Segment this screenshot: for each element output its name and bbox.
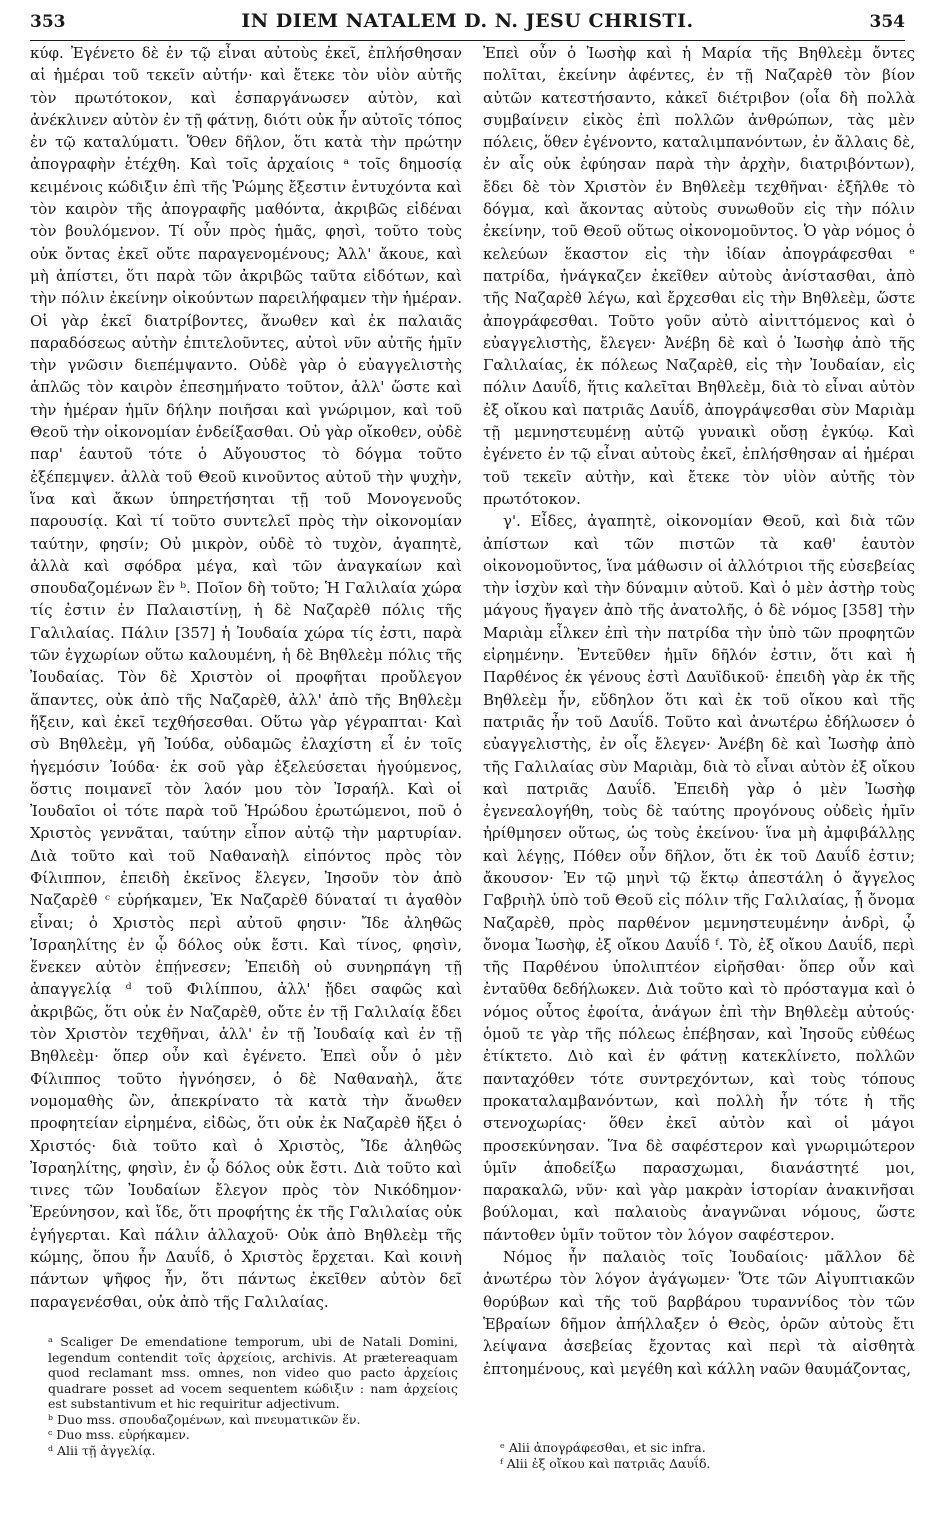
footnote-e: ᵉ Alii ἀπογράφεσθαι, et sic infra. (500, 1440, 706, 1455)
footnotes-left (48, 1334, 458, 1458)
right-paragraph-3: Νόμος ἦν παλαιὸς τοῖς Ἰουδαίοις· μᾶλλον δὲ ἀνωτέρω τὸν λόγον ἀγάγωμεν· Ὅτε τῶν Αἰγυπτιακῶν θορύβων καὶ τῆς τοῦ βαρβάρου τυραννίδος τὸν τῶν Ἑβραίων δῆμον ἀπήλλαξεν ὁ Θεὸς, ὁρῶν αὐτοὺς ἔτι λείψανα ἀσεβείας ἔχοντας καὶ περὶ τὰ αἰσθητὰ ἐπτοημένους, καὶ μεγέθη καὶ κάλλη ναῶν θαυμάζοντας, (483, 1248, 915, 1378)
left-column (30, 42, 462, 1313)
footnote-c: ᶜ Duo mss. εὑρήκαμεν. (48, 1427, 190, 1442)
page-header (30, 6, 905, 41)
footnote-a: ᵃ Scaliger De emendatione temporum, ubi de Natali Domini, legendum contendit τοῖς ἀρχείοις, archivis. At prætereaquam quod reclamant mss. omnes, non video quo pacto ἀρχείοις quadrare posset ad vocem sequentem κώδιξιν : nam ἀρχείοις est substantivum et hic requiritur adjectivum. (48, 1334, 458, 1411)
running-title: IN DIEM NATALEM D. N. JESU CHRISTI. (241, 10, 694, 32)
right-column (483, 42, 915, 1380)
left-paragraph-1: κύφ. Ἐγένετο δὲ ἐν τῷ εἶναι αὐτοὺς ἐκεῖ, ἐπλήσθησαν αἱ ἡμέραι τοῦ τεκεῖν αὐτήν· καὶ ἔτεκε τὸν υἱὸν αὐτῆς τὸν πρωτότοκον, καὶ ἐσπαργάνωσεν αὐτὸν, καὶ ἀνέκλινεν αὐτὸν ἐν τῇ φάτνῃ, διότι οὐκ ἦν αὐτοῖς τόπος ἐν τῷ καταλύματι. Ὅθεν δῆλον, ὅτι κατὰ τὴν πρώτην ἀπογραφὴν ἐτέχθη. Καὶ τοῖς ἀρχαίοις ᵃ τοῖς δημοσίᾳ κειμένοις κώδιξιν ἐπὶ τῆς Ῥώμης ἔξεστιν ἐντυχόντα καὶ τὸν καιρὸν τῆς ἀπογραφῆς μαθόντα, ἀκριβῶς εἰδέναι τὸν βουλόμενον. Τί οὖν πρὸς ἡμᾶς, φησὶ, τοῦτο τοὺς οὐκ ὄντας ἐκεῖ οὔτε παραγενομένους; Ἀλλ' ἄκουε, καὶ μὴ ἀπίστει, ὅτι παρὰ τῶν ἀκριβῶς ταῦτα εἰδότων, καὶ τὴν πόλιν ἐκείνην οἰκούντων παρειλήφαμεν τὴν ἡμέραν. Οἱ γὰρ ἐκεῖ διατρίβοντες, ἄνωθεν καὶ ἐκ παλαιᾶς παραδόσεως αὐτὴν ἐπιτελοῦντες, αὐτοὶ νῦν αὐτῆς ἡμῖν τὴν γνῶσιν διεπέμψαντο. Οὐδὲ γὰρ ὁ εὐαγγελιστὴς ἁπλῶς τὸν καιρὸν ἐπεσημήνατο τοῦτον, ἀλλ' ὥστε καὶ τὴν ἡμέραν ἡμῖν δήλην ποιῆσαι καὶ γνώριμον, καὶ τοῦ Θεοῦ τὴν οἰκονομίαν ἐνδείξασθαι. Οὐ γὰρ οἴκοθεν, οὐδὲ παρ' ἑαυτοῦ τότε ὁ Αὔγουστος τὸ δόγμα τοῦτο ἐξέπεμψεν. ἀλλὰ τοῦ Θεοῦ κινοῦντος αὐτοῦ τὴν ψυχὴν, ἵνα καὶ ἄκων ὑπηρετήσηται τῇ τοῦ Μονογενοῦς παρουσίᾳ. Καὶ τί τοῦτο συντελεῖ πρὸς τὴν οἰκονομίαν ταύτην, φησίν; Οὐ μικρὸν, οὐδὲ τὸ τυχὸν, ἀγαπητὲ, ἀλλὰ καὶ σφόδρα μέγα, καὶ τῶν ἀναγκαίων καὶ σπουδαζομένων ἓν ᵇ. Ποῖον δὴ τοῦτο; Ἡ Γαλιλαία χώρα τίς ἐστιν ἐν Παλαιστίνῃ, ἡ δὲ Ναζαρὲθ πόλις τῆς Γαλιλαίας. Πάλιν [357] ἡ Ἰουδαία χώρα τίς ἐστι, παρὰ τῶν ἐγχωρίων οὕτω καλουμένη, ἡ δὲ Βηθλεὲμ πόλις τῆς Ἰουδαίας. Τὸν δὲ Χριστὸν οἱ προφῆται προὔλεγον ἅπαντες, οὐκ ἀπὸ τῆς Ναζαρὲθ, ἀλλ' ἀπὸ τῆς Βηθλεὲμ ἥξειν, καὶ ἐκεῖ τεχθήσεσθαι. Οὕτω γὰρ γέγραπται· Καὶ σὺ Βηθλεὲμ, γῆ Ἰούδα, οὐδαμῶς ἐλαχίστη εἶ ἐν τοῖς ἡγεμόσιν Ἰούδα· ἐκ σοῦ γὰρ ἐξελεύσεται ἡγούμενος, ὅστις ποιμανεῖ τὸν λαόν μου τὸν Ἰσραήλ. Καὶ οἱ Ἰουδαῖοι οἱ τότε παρὰ τοῦ Ἡρώδου ἐρωτώμενοι, ποῦ ὁ Χριστὸς γεννᾶται, ταύτην εἶπον αὐτῷ τὴν μαρτυρίαν. Διὰ τοῦτο καὶ τοῦ Ναθαναὴλ εἰπόντος πρὸς τὸν Φίλιππον, ἐπειδὴ ἐκεῖνος ἔλεγεν, Ἰησοῦν τὸν ἀπὸ Ναζαρὲθ ᶜ εὑρήκαμεν, Ἐκ Ναζαρὲθ δύναταί τι ἀγαθὸν εἶναι; ὁ Χριστὸς περὶ αὐτοῦ φησιν· Ἴδε ἀληθῶς Ἰσραηλίτης ἐν ᾧ δόλος οὐκ ἔστι. Καὶ τίνος, φησὶν, ἕνεκεν αὐτὸν ἐπῄνεσεν; Ἐπειδὴ οὐ συνηρπάγη τῇ ἀπαγγελίᾳ ᵈ τοῦ Φιλίππου, ἀλλ' ᾔδει σαφῶς καὶ ἀκριβῶς, ὅτι οὐκ ἐν Ναζαρὲθ, οὔτε ἐν τῇ Γαλιλαίᾳ ἔδει τὸν Χριστὸν τεχθῆναι, ἀλλ' ἐν τῇ Ἰουδαίᾳ καὶ ἐν τῇ Βηθλεὲμ· ὅπερ οὖν καὶ ἐγένετο. Ἐπεὶ οὖν ὁ μὲν Φίλιππος τοῦτο ἠγνόησεν, ὁ δὲ Ναθαναὴλ, ἅτε νομομαθὴς ὢν, ἀπεκρίνατο τὰ κατὰ τὴν ἄνωθεν προφητείαν εἰρημένα, εἰδὼς, ὅτι οὐκ ἐκ Ναζαρὲθ ἥξει ὁ Χριστός· διὰ τοῦτο καὶ ὁ Χριστὸς, Ἴδε ἀληθῶς Ἰσραηλίτης, φησὶν, ἐν ᾧ δόλος οὐκ ἔστι. Διὰ τοῦτο καὶ τινες τῶν Ἰουδαίων ἔλεγον πρὸς τὸν Νικόδημον· Ἐρεύνησον, καὶ ἴδε, ὅτι προφήτης ἐκ τῆς Γαλιλαίας οὐκ ἐγήγερται. Καὶ πάλιν ἀλλαχοῦ· Οὐκ ἀπὸ Βηθλεὲμ τῆς κώμης, ὅπου ἦν Δαυΐδ, ὁ Χριστὸς ἔρχεται. Καὶ κοινὴ πάντων ψῆφος ἦν, ὅτι πάντως ἐκεῖθεν αὐτὸν δεῖ παραγενέσθαι, οὐκ ἀπὸ τῆς Γαλιλαίας. (30, 44, 462, 1311)
footnote-f: ᶠ Alii ἐξ οἴκου καὶ πατριᾶς Δαυΐδ. (500, 1455, 711, 1471)
page-number-left: 353 (30, 12, 66, 32)
footnote-b: ᵇ Duo mss. σπουδαζομένων, καὶ πνευματικῶν ἕν. (48, 1411, 361, 1427)
page-number-right: 354 (869, 12, 905, 32)
right-paragraph-1: Ἐπεὶ οὖν ὁ Ἰωσὴφ καὶ ἡ Μαρία τῆς Βηθλεὲμ ὄντες πολῖται, ἐκείνην ἀφέντες, ἐν τῇ Ναζαρὲθ τὸν βίον αὐτῶν κατεστήσαντο, κἀκεῖ διέτριβον (οἷα δὴ πολλὰ συμβαίνειν εἰκὸς ἐπὶ πολλῶν ἀνθρώπων, τὰς μὲν πόλεις, ὅθεν ἐγένοντο, καταλιμπανόντων, ἐν ἄλλαις δὲ, ἐν αἷς οὐκ ἐφύησαν παρὰ τὴν ἀρχὴν, διατριβόντων), ἔδει δὲ τὸν Χριστὸν ἐν Βηθλεὲμ τεχθῆναι· ἐξῆλθε τὸ δόγμα, καὶ ἄκοντας αὐτοὺς συνωθοῦν εἰς τὴν πόλιν ἐκείνην, τοῦ Θεοῦ οὕτως οἰκονομοῦντος. Ὁ γὰρ νόμος ὁ κελεύων ἕκαστον εἰς τὴν ἰδίαν ἀπογράφεσθαι ᵉ πατρίδα, ἠνάγκαζεν ἐκεῖθεν αὐτοὺς ἀνίστασθαι, ἀπὸ τῆς Ναζαρὲθ λέγω, καὶ ἔρχεσθαι εἰς τὴν Βηθλεὲμ, ὥστε ἀπογράφεσθαι. Τοῦτο γοῦν αὐτὸ αἰνιττόμενος καὶ ὁ εὐαγγελιστὴς, ἔλεγεν· Ἀνέβη δὲ καὶ ὁ Ἰωσὴφ ἀπὸ τῆς Γαλιλαίας, ἐκ πόλεως Ναζαρὲθ, εἰς τὴν Ἰουδαίαν, εἰς πόλιν Δαυΐδ, ἥτις καλεῖται Βηθλεὲμ, διὰ τὸ εἶναι αὐτὸν ἐξ οἴκου καὶ πατριᾶς Δαυΐδ, ἀπογράψεσθαι σὺν Μαριὰμ τῇ μεμνηστευμένῃ αὐτῷ γυναικὶ οὔσῃ ἐγκύῳ. Καὶ ἐγένετο ἐν τῷ εἶναι αὐτοὺς ἐκεῖ, ἐπλήσθησαν αἱ ἡμέραι τοῦ τεκεῖν αὐτὴν, καὶ ἔτεκε τὸν υἱὸν αὐτῆς τὸν πρωτότοκον. (483, 44, 915, 508)
right-paragraph-2: γ'. Εἶδες, ἀγαπητὲ, οἰκονομίαν Θεοῦ, καὶ διὰ τῶν ἀπίστων καὶ τῶν πιστῶν τὰ καθ' ἑαυτὸν οἰκονομοῦντος, ἵνα μάθωσιν οἱ ἀλλότριοι τῆς εὐσεβείας τὴν ἰσχὺν καὶ τὴν δύναμιν αὐτοῦ. Καὶ ὁ μὲν ἀστὴρ τοὺς μάγους ἤγαγεν ἀπὸ τῆς ἀνατολῆς, ὁ δὲ νόμος [358] τὴν Μαριὰμ εἷλκεν ἐπὶ τὴν πατρίδα τὴν ὑπὸ τῶν προφητῶν εἰρημένην. Ἐντεῦθεν ἡμῖν δῆλόν ἐστιν, ὅτι καὶ ἡ Παρθένος ἐκ γένους ἐστὶ Δαυϊδικοῦ· ἐπειδὴ γὰρ ἐκ τῆς Βηθλεὲμ ἦν, εὔδηλον ὅτι καὶ ἐκ τοῦ οἴκου καὶ τῆς πατριᾶς ἦν τοῦ Δαυΐδ. Τοῦτο καὶ ἀνωτέρω ἐδήλωσεν ὁ εὐαγγελιστὴς, ἐν οἷς ἔλεγεν· Ἀνέβη δὲ καὶ Ἰωσὴφ ἀπὸ τῆς Γαλιλαίας σὺν Μαριὰμ, διὰ τὸ εἶναι αὐτὸν ἐξ οἴκου καὶ πατριᾶς Δαυΐδ. Ἐπειδὴ γὰρ ὁ μὲν Ἰωσὴφ ἐγενεαλογήθη, τοὺς δὲ ταύτης προγόνους οὐδεὶς ἡμῖν ἠρίθμησεν οὕτως, ὡς τοὺς ἐκείνου· ἵνα μὴ ἀμφιβάλλῃς καὶ λέγῃς, Πόθεν οὖν δῆλον, ὅτι ἐκ τοῦ Δαυΐδ ἐστιν; ἄκουσον· Ἐν τῷ μηνὶ τῷ ἕκτῳ ἀπεστάλη ὁ ἄγγελος Γαβριὴλ ὑπὸ τοῦ Θεοῦ εἰς πόλιν τῆς Γαλιλαίας, ᾗ ὄνομα Ναζαρὲθ, πρὸς παρθένον μεμνηστευμένην ἀνδρὶ, ᾧ ὄνομα Ἰωσὴφ, ἐξ οἴκου Δαυΐδ ᶠ. Τὸ, ἐξ οἴκου Δαυΐδ, περὶ τῆς Παρθένου ὑπολιπτέον εἰρῆσθαι· ὅπερ οὖν καὶ ἐνταῦθα δεδήλωκεν. Διὰ τοῦτο καὶ τὸ πρόσταγμα καὶ ὁ νόμος οὗτος ἐφοίτα, ἀνάγων ἐπὶ τὴν Βηθλεὲμ αὐτούς· ὁμοῦ τε γὰρ τῆς πόλεως ἐπέβησαν, καὶ Ἰησοῦς εὐθέως ἐτίκτετο. Διὸ καὶ ἐν φάτνῃ κατεκλίνετο, πολλῶν πανταχόθεν τότε συντρεχόντων, καὶ τοὺς τόπους προκαταλαμβανόντων, καὶ πολλὴ ἦν τότε ἡ τῆς στενοχωρίας· ὅθεν ἐκεῖ αὐτὸν καὶ οἱ μάγοι προσεκύνησαν. Ἵνα δὲ σαφέστερον καὶ γνωριμώτερον ὑμῖν ἀποδείξω παρασχωμαι, διανάστητέ μοι, παρακαλῶ, νῦν· καὶ γὰρ μακρὰν ἱστορίαν ἀνακινῆσαι βούλομαι, καὶ παλαιοὺς ἀναγνῶναι νόμους, ὥστε πάντοθεν ὑμῖν τοῦτον τὸν λόγον σαφέστερον. (483, 512, 915, 1244)
footnotes-right (500, 1440, 905, 1471)
footnote-d: ᵈ Alii τῇ ἀγγελίᾳ. (48, 1442, 156, 1458)
